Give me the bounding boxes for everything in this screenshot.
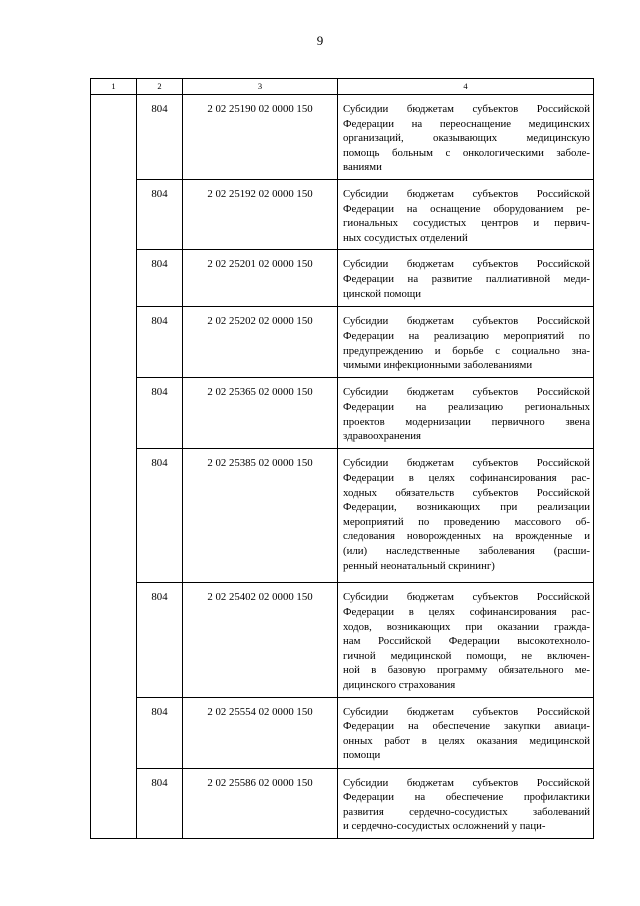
budget-code-cell: 2 02 25402 02 0000 150: [183, 583, 338, 697]
description-line: Субсидии бюджетам субъектов Российской: [343, 386, 590, 399]
header-row: [91, 79, 594, 95]
description-line: и сердечно-сосудистых осложнений у паци-: [343, 820, 546, 833]
description-line: Федерации на развитие паллиативной меди-: [343, 272, 590, 285]
budget-code-cell: 2 02 25365 02 0000 150: [183, 378, 338, 449]
description-line: Субсидии бюджетам субъектов Российской: [343, 315, 590, 328]
page-number: 9: [316, 33, 324, 48]
description-cell: [338, 250, 594, 307]
description-line: Федерации в целях софинансирования рас-: [343, 471, 590, 484]
description-cell: [338, 378, 594, 449]
header-cell-2: 2: [137, 79, 183, 95]
description-line: онных работ в целях оказания медицинской: [343, 734, 590, 747]
description-line: дицинского страхования: [343, 678, 456, 691]
description-line: мероприятий по проведению массового об-: [343, 515, 590, 528]
admin-code-cell: 804: [137, 179, 183, 249]
table-row: [91, 307, 594, 378]
description-line: ходных обязательств субъектов Российской: [343, 486, 590, 499]
budget-code-cell: 2 02 25192 02 0000 150: [183, 179, 338, 249]
description-line: Субсидии бюджетам субъектов Российской: [343, 103, 590, 115]
table-row: [91, 250, 594, 307]
table-row: [91, 95, 594, 180]
description-line: нам Российской Федерации высокотехноло-: [343, 635, 590, 648]
description-line: здравоохранения: [343, 430, 421, 443]
description-line: ных сосудистых отделений: [343, 231, 468, 244]
description-line: Субсидии бюджетам субъектов Российской: [343, 591, 590, 604]
budget-code-cell: 2 02 25202 02 0000 150: [183, 307, 338, 378]
table-row: [91, 583, 594, 697]
description-line: цинской помощи: [343, 287, 421, 300]
admin-code-cell: 804: [137, 307, 183, 378]
admin-code-cell: 804: [137, 378, 183, 449]
description-line: Субсидии бюджетам субъектов Российской: [343, 457, 590, 470]
description-line: Федерации на обеспечение закупки авиаци-: [343, 720, 590, 733]
budget-code-cell: 2 02 25385 02 0000 150: [183, 449, 338, 583]
description-line: ренный неонатальный скрининг): [343, 559, 495, 572]
table-row: [91, 179, 594, 249]
table-row: [91, 697, 594, 768]
budget-code-cell: 2 02 25201 02 0000 150: [183, 250, 338, 307]
description-cell: [338, 449, 594, 583]
description-line: ваниями: [343, 161, 382, 174]
description-line: гиональных сосудистых центров и первич-: [343, 217, 590, 230]
description-line: Федерации на обеспечение профилактики: [343, 791, 590, 804]
description-line: Федерации на реализацию региональных: [343, 400, 590, 413]
description-line: развития сердечно-сосудистых заболеваний: [343, 805, 590, 818]
admin-code-cell: 804: [137, 449, 183, 583]
table-row: [91, 378, 594, 449]
header-cell-1: 1: [91, 79, 137, 95]
description-cell: [338, 179, 594, 249]
budget-code-cell: 2 02 25190 02 0000 150: [183, 95, 338, 180]
description-line: Федерации, возникающих при реализации: [343, 501, 590, 514]
description-cell: [338, 583, 594, 697]
description-line: Субсидии бюджетам субъектов Российской: [343, 258, 590, 271]
description-line: чимыми инфекционными заболеваниями: [343, 359, 533, 372]
description-line: Федерации в целях софинансирования рас-: [343, 605, 590, 618]
admin-code-cell: 804: [137, 697, 183, 768]
admin-code-cell: 804: [137, 250, 183, 307]
description-line: проектов модернизации первичного звена: [343, 415, 590, 428]
description-line: Федерации на переоснащение медицинских: [343, 117, 590, 130]
description-line: Субсидии бюджетам субъектов Российской: [343, 776, 590, 789]
admin-code-cell: 804: [137, 583, 183, 697]
description-cell: [338, 95, 594, 180]
admin-code-cell: 804: [137, 95, 183, 180]
description-line: организаций, оказывающих медицинскую: [343, 132, 590, 145]
budget-table: [90, 78, 594, 839]
description-cell: [338, 697, 594, 768]
description-line: помощь больным с онкологическими заболе-: [343, 146, 590, 159]
header-cell-3: 3: [183, 79, 338, 95]
description-line: Федерации на оснащение оборудованием ре-: [343, 202, 590, 215]
budget-code-cell: 2 02 25554 02 0000 150: [183, 697, 338, 768]
table-row: [91, 449, 594, 583]
description-line: ной в базовую программу обязательного ме-: [343, 664, 590, 677]
description-cell: [338, 768, 594, 838]
description-line: Субсидии бюджетам субъектов Российской: [343, 187, 590, 200]
budget-code-cell: 2 02 25586 02 0000 150: [183, 768, 338, 838]
description-line: Субсидии бюджетам субъектов Российской: [343, 705, 590, 718]
description-line: следования новорожденных на врожденные и: [343, 530, 590, 543]
description-line: помощи: [343, 749, 381, 762]
description-line: Федерации на реализацию мероприятий по: [343, 329, 590, 342]
description-cell: [338, 307, 594, 378]
description-line: ходов, возникающих при оказании гражда-: [343, 620, 590, 633]
description-line: предупреждению и борьбе с социально зна-: [343, 344, 590, 357]
merged-empty-cell: [91, 95, 137, 839]
admin-code-cell: 804: [137, 768, 183, 838]
header-cell-4: 4: [338, 79, 594, 95]
description-line: гичной медицинской помощи, не включен-: [343, 649, 590, 662]
table-row: [91, 768, 594, 838]
description-line: (или) наследственные заболевания (расши-: [343, 544, 590, 557]
